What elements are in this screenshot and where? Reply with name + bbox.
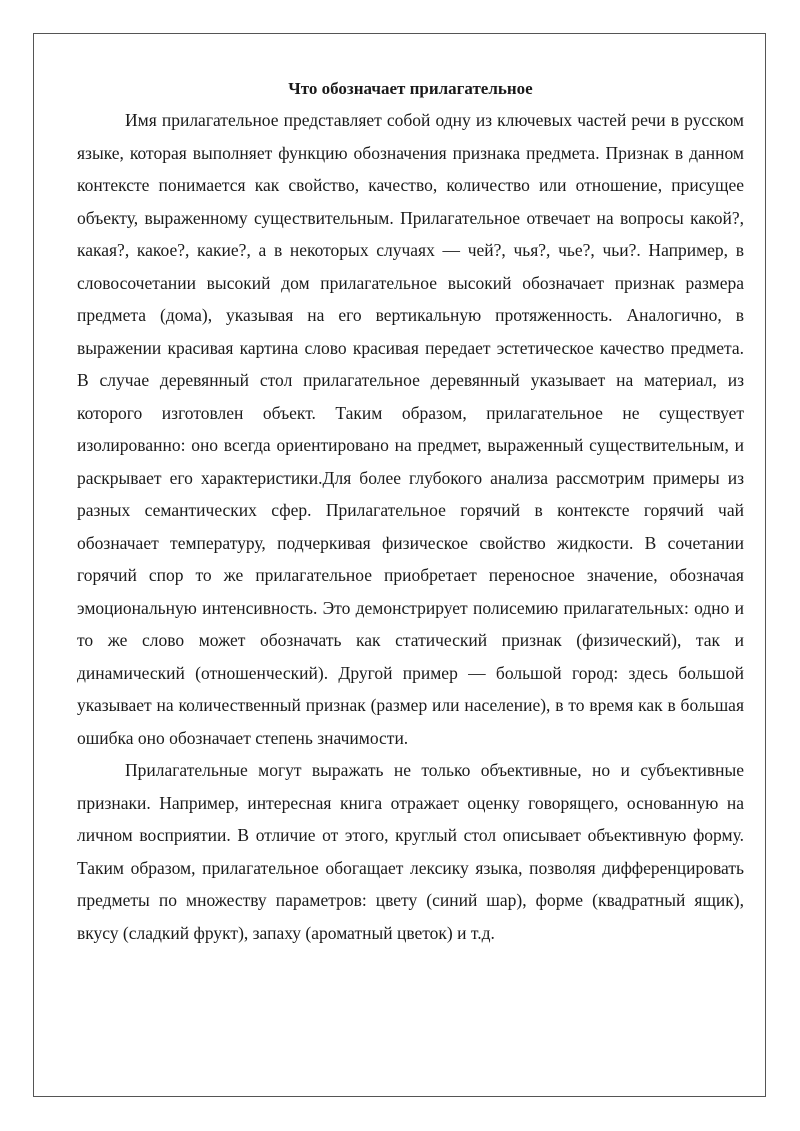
document-title: Что обозначает прилагательное xyxy=(288,79,533,98)
document-page xyxy=(33,33,766,1097)
document-body xyxy=(77,76,744,949)
paragraph-1: Имя прилагательное представляет собой одну из ключевых частей речи в русском языке, которая выполняет функцию обозначения признака предмета. Признак в данном контексте понимается как свойство, качество, количество или отношение, присущее объекту, выраженному существительным. Прилагательное отвечает на вопросы какой?, какая?, какое?, какие?, а в некоторых случаях — чей?, чья?, чье?, чьи?. Например, в словосочетании высокий дом прилагательное высокий обозначает признак размера предмета (дома), указывая на его вертикальную протяженность. Аналогично, в выражении красивая картина слово красивая передает эстетическое качество предмета. В случае деревянный стол прилагательное деревянный указывает на материал, из которого изготовлен объект. Таким образом, прилагательное не существует изолированно: оно всегда ориентировано на предмет, выраженный существительным, и раскрывает его характеристики.Для более глубокого анализа рассмотрим примеры из разных семантических сфер. Прилагательное горячий в контексте горячий чай обозначает температуру, подчеркивая физическое свойство жидкости. В сочетании горячий спор то же прилагательное приобретает переносное значение, обозначая эмоциональную интенсивность. Это демонстрирует полисемию прилагательных: одно и то же слово может обозначать как статический признак (физический), так и динамический (отношенческий). Другой пример — большой город: здесь большой указывает на количественный признак (размер или население), в то время как в большая ошибка оно обозначает степень значимости. xyxy=(77,110,744,748)
paragraph-2: Прилагательные могут выражать не только объективные, но и субъективные признаки. Например, интересная книга отражает оценку говорящего, основанную на личном восприятии. В отличие от этого, круглый стол описывает объективную форму. Таким образом, прилагательное обогащает лексику языка, позволяя дифференцировать предметы по множеству параметров: цвету (синий шар), форме (квадратный ящик), вкусу (сладкий фрукт), запаху (ароматный цветок) и т.д. xyxy=(77,760,744,943)
